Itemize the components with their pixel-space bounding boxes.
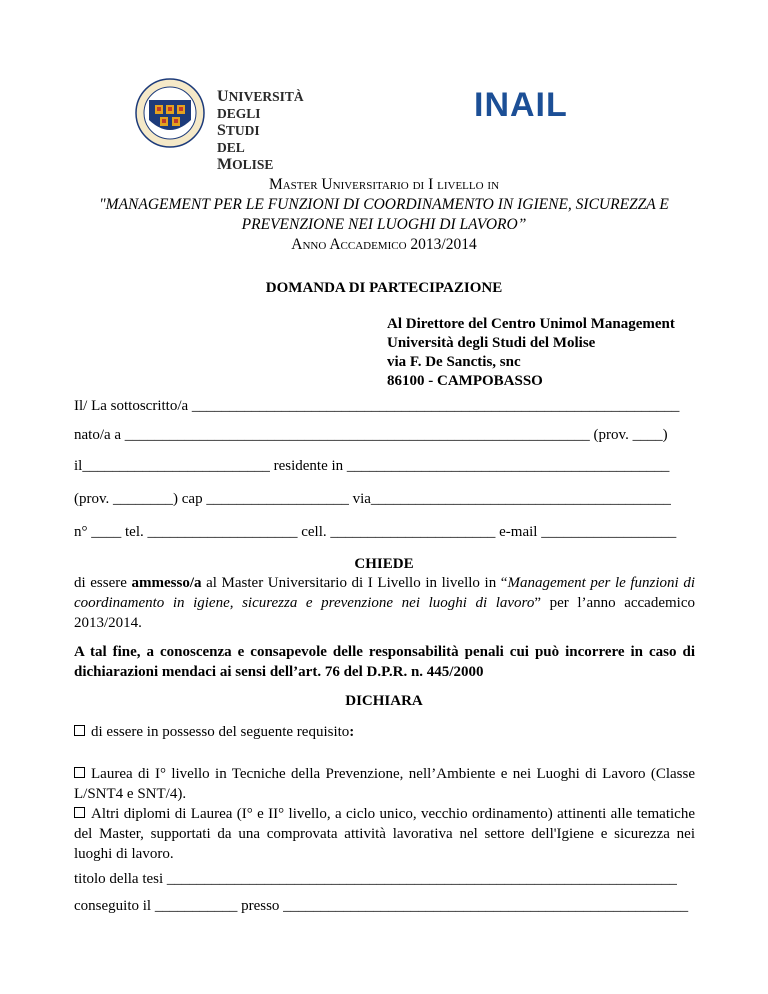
inail-logo — [474, 86, 584, 122]
chiede-paragraph: di essere ammesso/a al Master Universitario di I Livello in livello in “Management per le funzioni di coordinamento in igiene, sicurezza e prevenzione nei luoghi di lavoro” per l’anno accademico 2013/2014. — [74, 575, 695, 631]
master-header: Master Universitario di I livello in "MANAGEMENT PER LE FUNZIONI DI COORDINAMENTO IN IGIENE, SICUREZZA E PREVENZIONE NEI LUOGHI DI LAVORO” Anno Accademico 2013/2014 — [99, 176, 669, 253]
form-line-graduation[interactable]: conseguito il ___________ presso ______________________________________________________ — [74, 898, 689, 914]
form-line-name[interactable]: Il/ La sottoscritto/a _________________________________________________________________ — [74, 398, 680, 414]
form-line-contacts[interactable]: n° ____ tel. ____________________ cell. ______________________ e-mail __________________ — [74, 524, 677, 540]
chiede-heading: CHIEDE — [354, 556, 414, 572]
svg-text:INAIL: INAIL — [474, 86, 568, 122]
checkbox-icon[interactable] — [74, 725, 85, 736]
form-line-birthplace[interactable]: nato/a a ______________________________________________________________ (prov. ____) — [74, 427, 668, 443]
form-line-thesis[interactable]: titolo della tesi ____________________________________________________________________ — [74, 871, 677, 887]
requirement-option[interactable]: di essere in possesso del seguente requisito: — [74, 724, 354, 741]
unimol-name: UNIVERSITÀ DEGLI STUDI DEL MOLISE — [217, 88, 304, 173]
requirement-sub-option-1[interactable]: Laurea di I° livello in Tecniche della Prevenzione, nell’Ambiente e nei Luoghi di Lavoro (Classe L/SNT4 e SNT/4). — [74, 766, 695, 802]
requirement-sub-options — [74, 764, 695, 864]
form-line-birthdate-residence[interactable]: il_________________________ residente in ___________________________________________ — [74, 458, 670, 474]
checkbox-icon[interactable] — [74, 807, 85, 818]
unimol-logo — [135, 78, 304, 173]
document-title: DOMANDA DI PARTECIPAZIONE — [265, 280, 503, 296]
form-line-address[interactable]: (prov. ________) cap ___________________ via________________________________________ — [74, 491, 671, 507]
dichiara-heading: DICHIARA — [345, 693, 423, 709]
recipient-address: Al Direttore del Centro Unimol Management Università degli Studi del Molise via F. De Sanctis, snc 86100 - CAMPOBASSO — [387, 316, 675, 389]
checkbox-icon[interactable] — [74, 767, 85, 778]
declaration-paragraph: A tal fine, a conoscenza e consapevole delle responsabilità penali cui può incorrere in caso di dichiarazioni mendaci ai sensi dell’art. 76 del D.P.R. n. 445/2000 — [74, 644, 695, 680]
requirement-sub-option-2[interactable]: Altri diplomi di Laurea (I° e II° livello, a ciclo unico, vecchio ordinamento) attinenti alle tematiche del Master, supportati da una comprovata attività lavorativa nel settore dell'Igiene e sicurezza nei luoghi di lavoro. — [74, 806, 695, 862]
unimol-seal-icon — [135, 78, 205, 148]
